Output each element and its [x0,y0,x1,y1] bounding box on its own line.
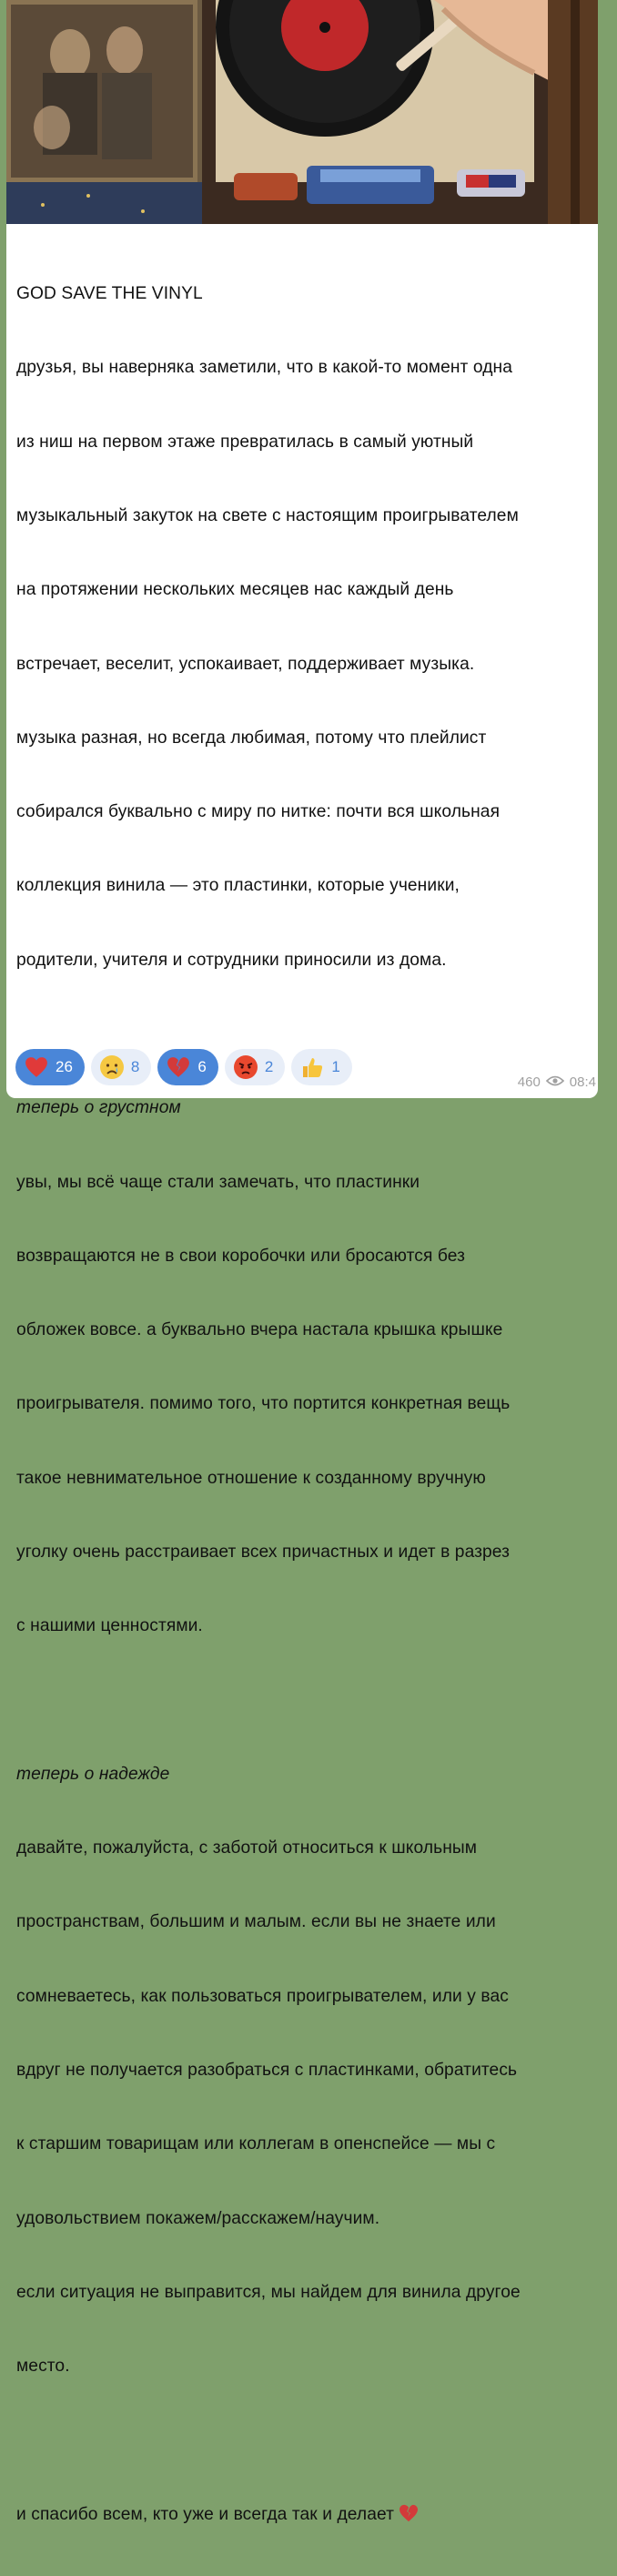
reaction-count: 8 [130,1058,140,1075]
closing-text: и спасибо всем, кто уже и всегда так и делает [16,2504,394,2524]
paragraph-line: пространствам, большим и малым. если вы не знаете или [16,1912,496,1932]
paragraph-line: к старшим товарищам или коллегам в опенспейсе — мы с [16,2134,496,2154]
reactions-bar [15,1049,352,1085]
paragraph-line: с нашими ценностями. [16,1616,203,1636]
message-bubble [6,0,598,2524]
paragraph-line: сомневаетесь, как пользоваться проигрывателем, или у вас [16,1986,509,2006]
paragraph-line: встречает, веселит, успокаивает, поддерживает музыка. [16,654,475,674]
subheading-hope: теперь о надежде [16,1764,170,1784]
paragraph-line: уголку очень расстраивает всех причастных и идет в разрез [16,1542,511,1562]
post-heading: GOD SAVE THE VINYL [16,284,203,304]
paragraph-line: музыкальный закуток на свете с настоящим проигрывателем [16,506,519,526]
eye-icon [546,1074,564,1090]
blank-line [16,1688,617,1713]
photo-illustration [6,0,598,224]
reaction-count: 26 [56,1058,73,1075]
paragraph-line: вдруг не получается разобраться с пластинками, обратитесь [16,2060,518,2080]
paragraph-line: друзья, вы наверняка заметили, что в какой-то момент одна [16,358,512,378]
message-meta [518,1074,596,1090]
blank-line [16,2428,617,2452]
subheading-sad: теперь о грустном [16,1098,181,1118]
paragraph-line: возвращаются не в свои коробочки или бросаются без [16,1246,466,1266]
paragraph-line: если ситуация не выправится, мы найдем для винила другое [16,2282,521,2302]
paragraph-line: удовольствием покажем/расскажем/научим. [16,2208,380,2228]
paragraph-line: музыка разная, но всегда любимая, потому что плейлист [16,728,487,748]
paragraph-line: увы, мы всё чаще стали замечать, что пластинки [16,1172,420,1192]
reaction-count: 2 [264,1058,274,1075]
paragraph-line: такое невнимательное отношение к созданному вручную [16,1468,486,1488]
reaction-count: 1 [331,1058,340,1075]
paragraph-line: на протяжении нескольких месяцев нас каждый день [16,580,454,600]
crying-face-icon [99,1054,125,1080]
reaction-broken-heart[interactable] [157,1049,217,1085]
thumbs-up-icon [299,1054,325,1080]
reaction-thumbs-up[interactable] [291,1049,351,1085]
paragraph-line: родители, учителя и сотрудники приносили из дома. [16,950,447,970]
red-heart-icon [24,1054,49,1080]
angry-face-icon [233,1054,258,1080]
post-text [16,232,617,2576]
paragraph-line: коллекция винила — это пластинки, которые ученики, [16,876,460,896]
reaction-heart[interactable] [15,1049,85,1085]
timestamp: 08:4 [569,1074,596,1090]
paragraph-line: место. [16,2357,70,2377]
reaction-count: 6 [197,1058,207,1075]
closing-line [16,2502,617,2527]
reaction-crying[interactable] [91,1049,151,1085]
broken-heart-icon [399,2504,419,2522]
post-photo[interactable] [6,0,598,224]
paragraph-line: из ниш на первом этаже превратилась в самый уютный [16,432,474,452]
view-count: 460 [517,1074,541,1090]
broken-heart-icon [166,1054,191,1080]
paragraph-line: собирался буквально с миру по нитке: почти вся школьная [16,802,501,822]
blank-line [16,1022,617,1046]
paragraph-line: проигрывателя. помимо того, что портится конкретная вещь [16,1394,511,1414]
reaction-angry[interactable] [225,1049,285,1085]
paragraph-line: давайте, пожалуйста, с заботой относиться к школьным [16,1838,478,1858]
paragraph-line: обложек вовсе. а буквально вчера настала крышка крышке [16,1320,503,1340]
